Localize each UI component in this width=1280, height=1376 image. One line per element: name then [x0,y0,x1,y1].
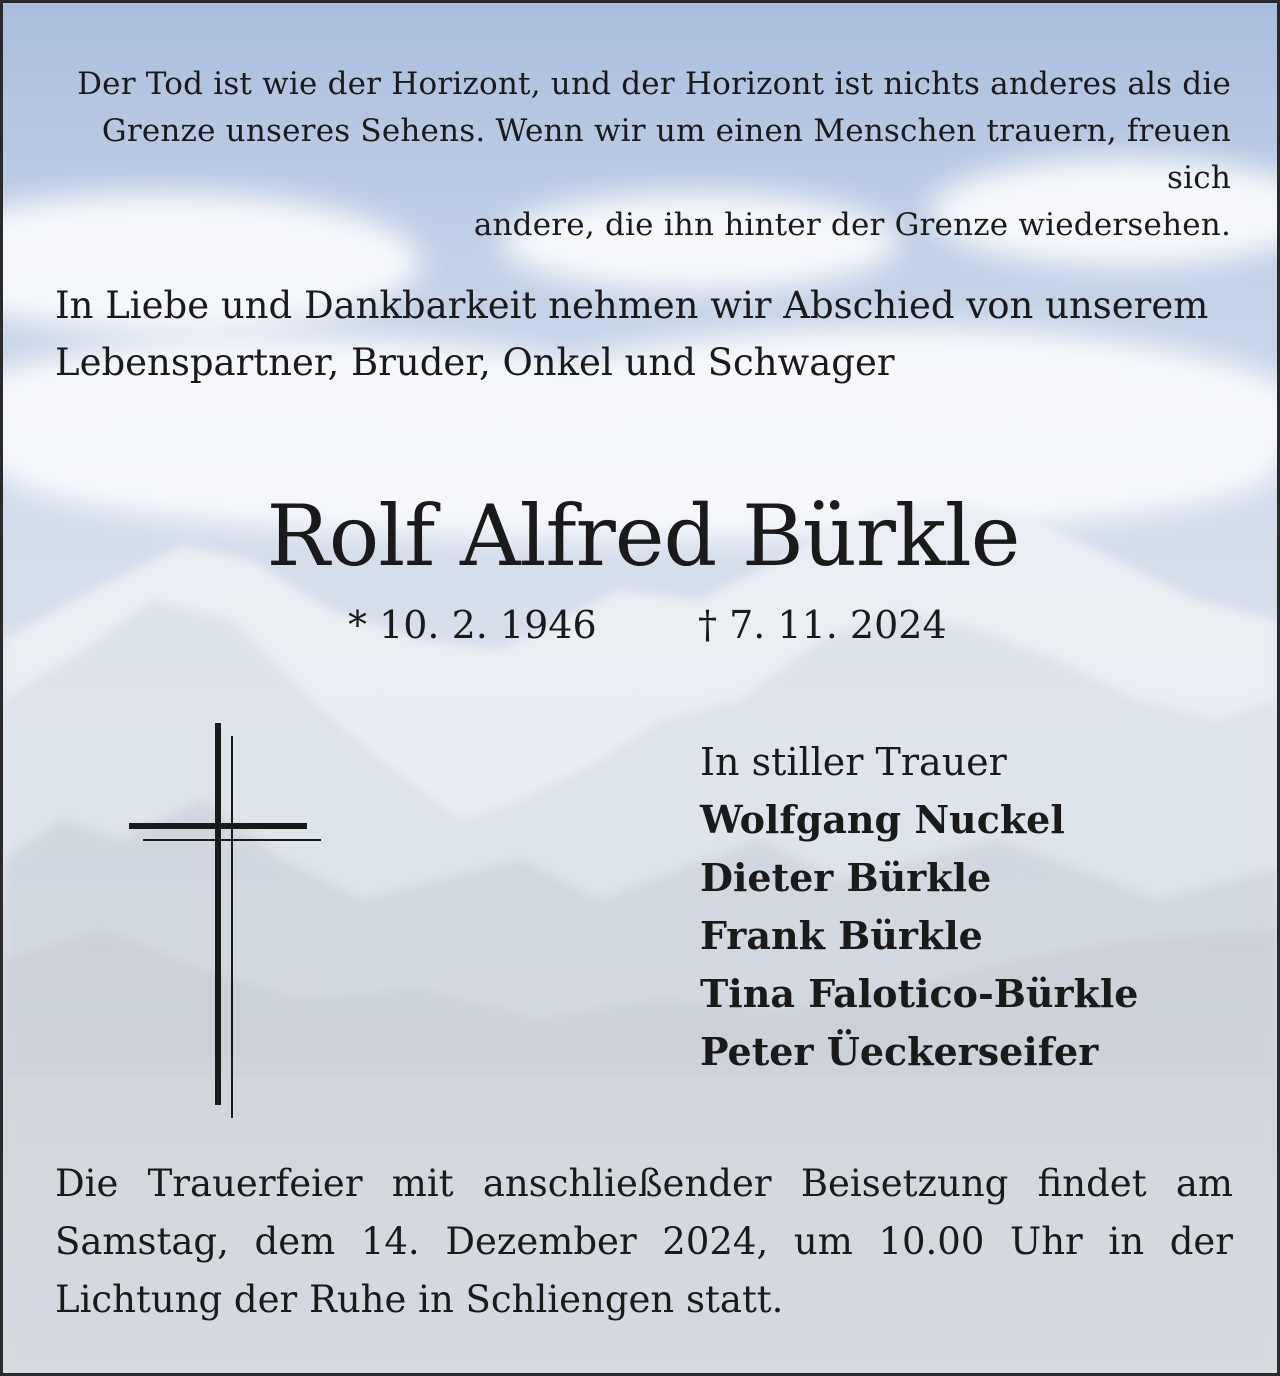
mourners-list [700,733,1138,1081]
quote-line: andere, die ihn hinter der Grenze wiedersehen. [473,207,1231,243]
epitaph-quote [55,61,1231,249]
mourner-name: Frank Bürkle [700,913,983,958]
mourner-name: Wolfgang Nuckel [700,797,1065,842]
quote-line: Grenze unseres Sehens. Wenn wir um einen Menschen trauern, freuen sich [101,113,1231,196]
mourner-name: Dieter Bürkle [700,855,992,900]
deceased-name: Rolf Alfred Bürkle [266,487,1020,585]
mourners-lead: In stiller Trauer [700,740,1007,784]
mourner-name: Peter Üeckerseifer [700,1029,1099,1074]
intro-line: Lebenspartner, Bruder, Onkel und Schwager [55,341,895,384]
notice-content [3,3,1277,1373]
intro-line: In Liebe und Dankbarkeit nehmen wir Abschied von unserem [55,284,1209,327]
quote-line: Der Tod ist wie der Horizont, und der Horizont ist nichts anderes als die [77,66,1231,102]
cross-icon [123,718,333,1128]
farewell-intro [55,277,1231,391]
mourner-name: Tina Falotico-Bürkle [700,971,1139,1016]
death-date: † 7. 11. 2024 [698,603,947,647]
birth-date: * 10. 2. 1946 [348,603,597,647]
funeral-ceremony-info: Die Trauerfeier mit anschließender Beisetzung findet am Samstag, dem 14. Dezember 2024, um 10.00 Uhr in der Lichtung der Ruhe in Schliengen statt. [55,1162,1233,1321]
